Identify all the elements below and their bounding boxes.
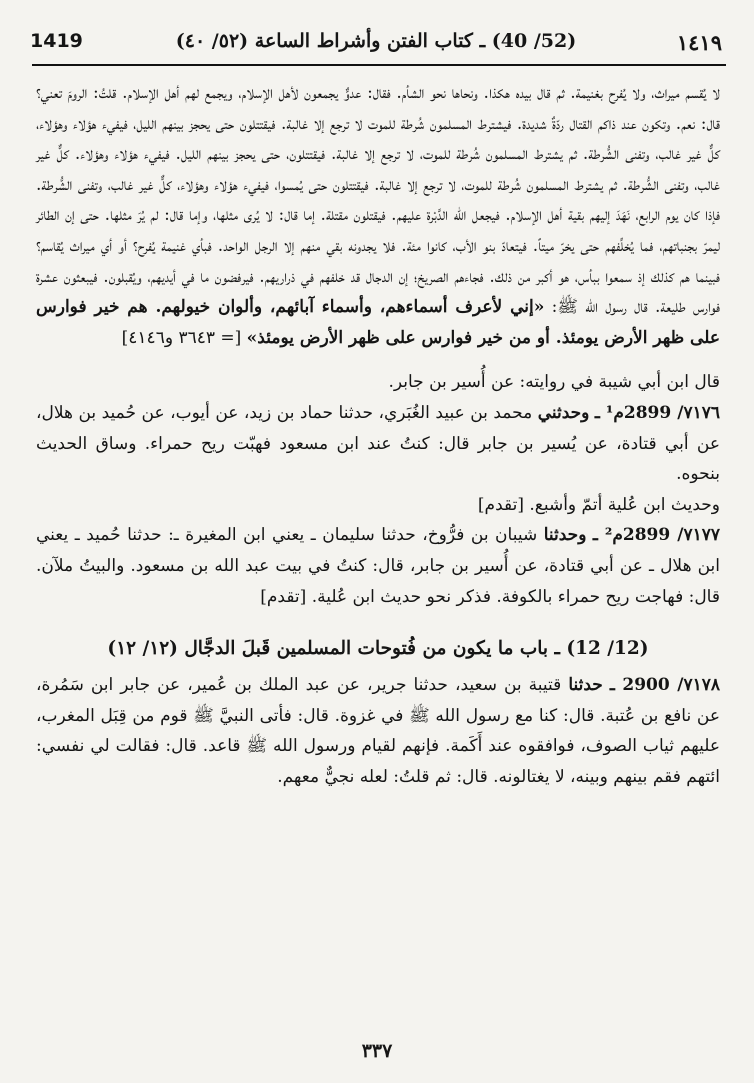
narration-lead: وحدثني — [537, 402, 590, 423]
hadith-number: ٧١٧٨/ 2900 ـ — [609, 675, 720, 696]
running-title: (52/ 40) ـ كتاب الفتن وأشراط الساعة (٥٢/ ٤٠) — [175, 30, 577, 52]
chapter-heading: (12/ 12) ـ باب ما يكون من فُتوحات المسلمين قَبلَ الدجَّال (١٢/ ١٢) — [107, 638, 649, 660]
hadith-body: شيبان بن فرُّوخ، حدثنا سليمان ـ يعني ابن المغيرة ـ: حدثنا حُميد ـ يعني ابن هلال ـ عن أبي قتادة، عن أُسير بن جابر، قال: كنتُ في بيت عبد الله بن مسعود. والبيتُ ملآن. قال: فهاجت ريح حمراء بالكوفة. فذكر نحو حديث ابن عُلية. — [36, 525, 720, 607]
page-number-latin: 1419 — [30, 30, 83, 52]
header-rule — [32, 64, 726, 66]
page-number-arabic: ١٤١٩ — [676, 30, 722, 55]
hadith-reference: [تقدم] — [260, 586, 307, 607]
hadith-number: ٧١٧٧/ 2899م² ـ — [592, 525, 720, 546]
page-footer-number: ٣٣٧ — [361, 1040, 393, 1062]
hadith-continued-text: لا يُقسم ميراث، ولا يُفرح بغنيمة. ثم قال بيده هكذا. ونحاها نحو الشأم. فقال: عدوٌّ يجمعون لأهل الإسلام، ويجمع لهم أهل الإسلام. قلتُ: الرومَ تعني؟ قال: نعم. وتكون عند ذاكم القتال ردّةٌ شديدة. فيشترط المسلمون شُرطة للموت لا ترجع إلا غالبة. فيقتتلون حتى يحجز بينهم الليل، فيفيء هؤلاء وهؤلاء، كلٌّ غير غالب، وتفنى الشُّرطة. ثم يشترط المسلمون شُرطة للموت، لا ترجع إلا غالبة. فيقتتلون، حتى يحجز بينهم الليل. فيفيء هؤلاء وهؤلاء. كلٌّ غير غالب، وتفنى الشُّرطة. ثم يشترط المسلمون شُرطة للموت، لا ترجع إلا غالبة. فيقتتلون حتى يُمسوا، فيفيء هؤلاء وهؤلاء، كلٌّ غير غالب، وتفنى الشُّرطة. فإذا كان يوم الرابع، نَهَدَ إليهم بقية أهل الإسلام. فيجعل الله الدَّبْرة عليهم. فيقتلون مقتلة. إما قال: لا يُرى مثلها، وإما قال: لم يُرَ مثلها. حتى إن الطائر ليمرّ بجنباتهم، فما يُخلِّفهم حتى يخرّ ميتاً. فيتعادّ بنو الأب، كانوا مئة. فلا يجدونه بقي منهم إلا الرجل الواحد. فبأي غنيمة يُفرح؟ أو أي ميراث يُقاسم؟ فبينما هم كذلك إذ سمعوا ببأس، هو أكبر من ذلك. فجاءهم الصريخ؛ إن الدجال قد خلفهم في ذراريهم. فيرفضون ما في أيديهم، ويُقبلون. فيبعثون عشرة فوارس طليعة. قال رسول الله ﷺ: — [36, 83, 721, 318]
hadith-text-continued — [36, 78, 720, 353]
running-header — [28, 22, 724, 62]
main-text — [36, 78, 720, 792]
hadith-7178 — [36, 670, 720, 792]
hadith-7177 — [36, 520, 720, 612]
prophet-quote: «إني لأعرف أسماءهم، وأسماء آبائهم، وألوان خيولهم. هم خير فوارس على ظهر الأرض يومئذ. أو من خير فوارس على ظهر الأرض يومئذ» — [36, 297, 720, 348]
narration-lead: حدثنا — [568, 675, 603, 696]
narration-note — [36, 490, 720, 521]
note-reference: [تقدم] — [477, 494, 524, 515]
cross-reference: [= ٣٦٤٣ و٤١٤٦] — [121, 327, 242, 348]
narration-lead: وحدثنا — [543, 525, 587, 546]
hadith-7176 — [36, 398, 720, 490]
note-text: وحديث ابن عُلية أتمّ وأشبع. — [529, 494, 720, 515]
hadith-number: ٧١٧٦/ 2899م¹ ـ — [594, 402, 720, 423]
hadith-body: قتيبة بن سعيد، حدثنا جرير، عن عبد الملك بن عُمير، عن جابر ابن سَمُرة، عن نافع بن عُتبة. قال: كنا مع رسول الله ﷺ في غزوة. قال: فأتى النبيَّ ﷺ قوم من قِبَل المغرب، عليهم ثياب الصوف، فوافقوه عند أَكَمة. فإنهم لقيام ورسول الله ﷺ قاعد. قال: فقالت لي نفسي: ائتهم فقم بينهم وبينه، لا يغتالونه. قال: ثم قلتُ: لعله نجيٌّ معهم. — [36, 675, 720, 787]
narration-note: قال ابن أبي شيبة في روايته: عن أُسير بن جابر. — [388, 372, 720, 393]
hadith-body: محمد بن عبيد الغُبَري، حدثنا حماد بن زيد، عن أيوب، عن حُميد بن هلال، عن أبي قتادة، عن يُسير بن جابر قال: كنتُ عند ابن مسعود فهبّت ريح حمراء. وساق الحديث بنحوه. — [36, 402, 720, 485]
